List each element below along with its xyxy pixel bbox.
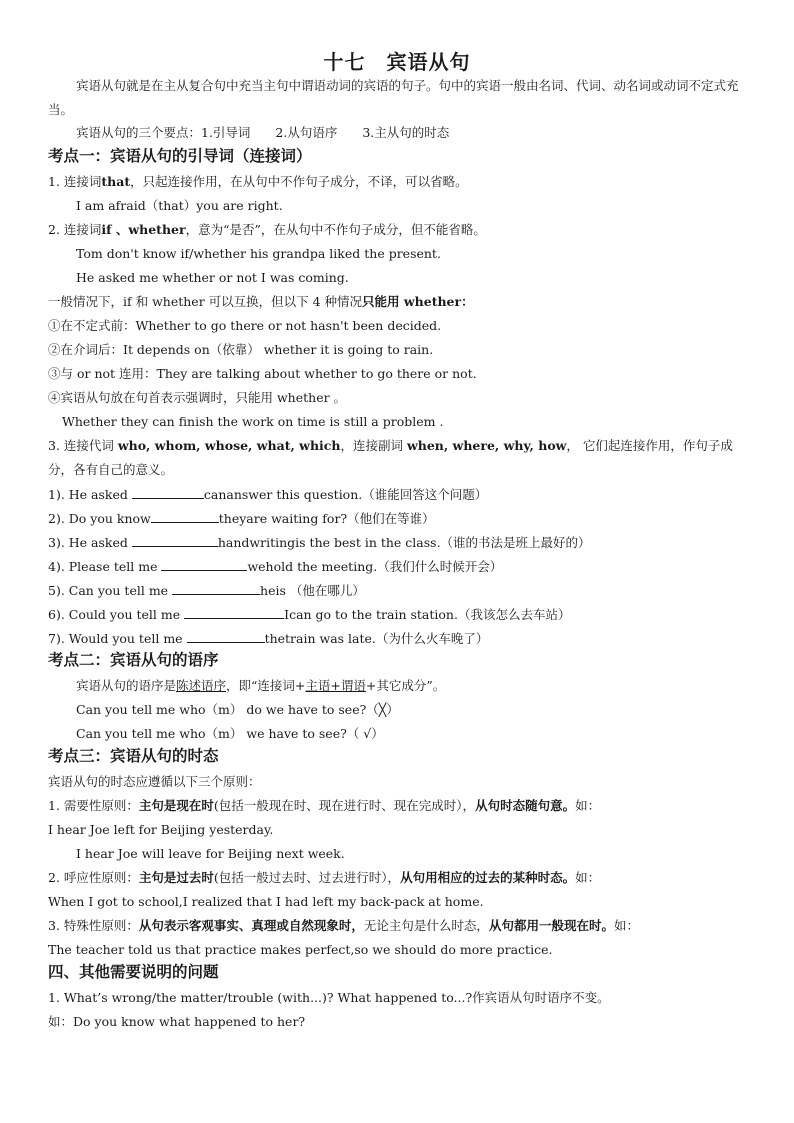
exercise-6: 6). Could you tell me Ican go to the train station.（我该怎么去车站） — [48, 607, 571, 622]
tense-rule-2: 2. 呼应性原则：主句是过去时(包括一般过去时、过去进行时），从句用相应的过去的某种时态。如： — [48, 870, 601, 885]
exercise-7: 7). Would you tell me thetrain was late.（为什么火车晚了） — [48, 631, 489, 646]
tense-rule-2-example: When I got to school,I realized that I had left my back-pack at home. — [48, 894, 484, 909]
answer-blank[interactable] — [161, 558, 247, 571]
section-3-heading: 考点三：宾语从句的时态 — [48, 746, 219, 765]
answer-blank[interactable] — [132, 486, 204, 499]
word-order-wrong-example: Can you tell me who（m） do we have to see?（╳） — [76, 702, 399, 717]
tense-rule-1: 1. 需要性原则：主句是现在时(包括一般现在时、现在进行时、现在完成时），从句时态随句意。如： — [48, 798, 601, 813]
tense-rule-3-example: The teacher told us that practice makes perfect,so we should do more practice. — [48, 942, 553, 957]
whether-case-4: ④宾语从句放在句首表示强调时，只能用 whether 。 — [48, 390, 347, 405]
exercise-1: 1). He asked cananswer this question.（谁能回答这个问题） — [48, 487, 488, 502]
exercise-5: 5). Can you tell me heis （他在哪儿） — [48, 583, 365, 598]
answer-blank[interactable] — [187, 630, 265, 643]
rule-if-whether: 2. 连接词if 、whether，意为“是否”，在从句中不作句子成分，但不能省略。 — [48, 222, 486, 237]
other-rule-1: 1. What’s wrong/the matter/trouble (with...)? What happened to...?作宾语从句时语序不变。 — [48, 990, 610, 1005]
tense-rule-3: 3. 特殊性原则：从句表示客观事实、真理或自然现象时，无论主句是什么时态，从句都用一般现在时。如： — [48, 918, 639, 933]
whether-case-2: ②在介词后：It depends on（依靠） whether it is going to rain. — [48, 342, 434, 357]
answer-blank[interactable] — [132, 534, 218, 547]
word-order-right-example: Can you tell me who（m） we have to see?（ √） — [76, 726, 384, 741]
section-4-heading: 四、其他需要说明的问题 — [48, 962, 219, 981]
whether-case-4-example: Whether they can finish the work on time is still a problem . — [62, 414, 444, 429]
exercise-3: 3). He asked handwritingis the best in the class.（谁的书法是班上最好的） — [48, 535, 591, 550]
rule-that: 1. 连接词that，只起连接作用，在从句中不作句子成分，不译，可以省略。 — [48, 174, 468, 189]
whether-only-rule: 一般情况下，if 和 whether 可以互换，但以下 4 种情况只能用 whether： — [48, 294, 474, 309]
intro-paragraph: 宾语从句就是在主从复合句中充当主句中谓语动词的宾语的句子。句中的宾语一般由名词、代词、动名词或动词不定式充当。 — [48, 78, 739, 117]
rule-wh-words-cont: 分，各有自己的意义。 — [48, 462, 174, 477]
answer-blank[interactable] — [151, 510, 219, 523]
exercise-2: 2). Do you know theyare waiting for?（他们在等谁） — [48, 511, 435, 526]
answer-blank[interactable] — [184, 606, 284, 619]
example-if-whether-1: Tom don't know if/whether his grandpa liked the present. — [76, 246, 441, 261]
answer-blank[interactable] — [172, 582, 260, 595]
rule-wh-words: 3. 连接代词 who, whom, whose, what, which，连接副词 when, where, why, how， 它们起连接作用，作句子成 — [48, 438, 733, 453]
exercise-4: 4). Please tell me wehold the meeting.（我们什么时候开会） — [48, 559, 503, 574]
tense-rule-1-example-2: I hear Joe will leave for Beijing next week. — [76, 846, 345, 861]
section-2-heading: 考点二：宾语从句的语序 — [48, 650, 219, 669]
whether-case-1: ①在不定式前：Whether to go there or not hasn't been decided. — [48, 318, 442, 333]
example-if-whether-2: He asked me whether or not I was coming. — [76, 270, 349, 285]
whether-case-3: ③与 or not 连用：They are talking about whether to go there or not. — [48, 366, 477, 381]
section-1-heading: 考点一：宾语从句的引导词（连接词） — [48, 146, 312, 165]
other-rule-1-example: 如：Do you know what happened to her? — [48, 1014, 306, 1029]
page-title: 十七 宾语从句 — [323, 50, 471, 74]
tense-rule-1-example-1: I hear Joe left for Beijing yesterday. — [48, 822, 274, 837]
key-points-line: 宾语从句的三个要点：1.引导词 2.从句语序 3.主从句的时态 — [76, 125, 450, 140]
word-order-rule: 宾语从句的语序是陈述语序，即“连接词+主语+谓语+其它成分”。 — [76, 678, 446, 693]
example-that: I am afraid（that）you are right. — [76, 198, 283, 213]
tense-intro: 宾语从句的时态应遵循以下三个原则： — [48, 774, 261, 789]
